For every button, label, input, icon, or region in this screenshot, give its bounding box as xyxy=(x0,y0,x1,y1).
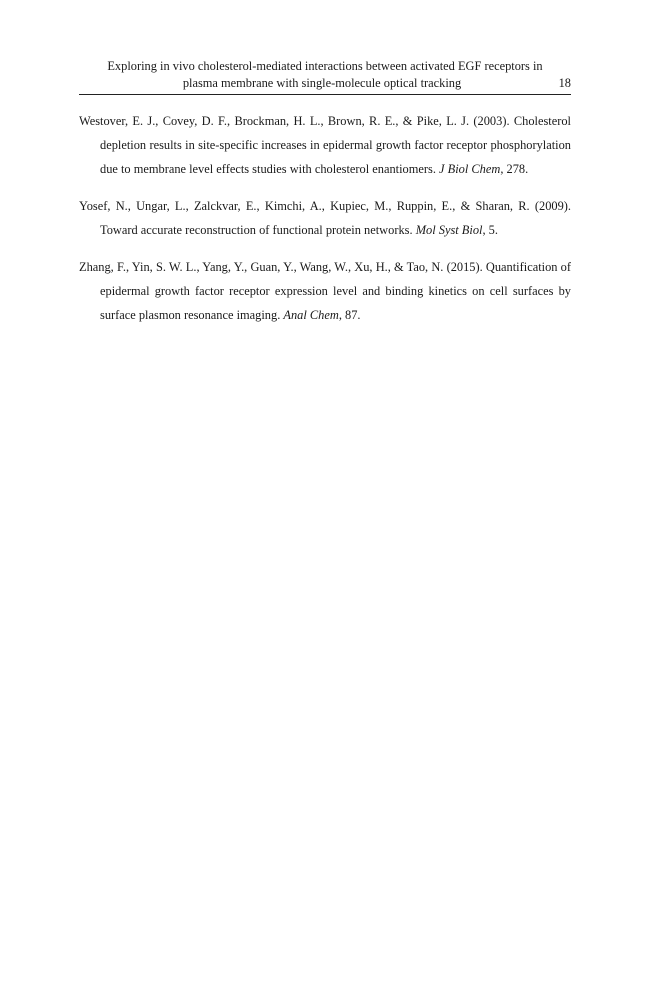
reference-entry xyxy=(79,194,571,242)
reference-entry xyxy=(79,109,571,181)
reference-journal: Mol Syst Biol xyxy=(415,223,483,237)
reference-entry xyxy=(79,255,571,327)
reference-volume: , 278. xyxy=(500,162,529,176)
reference-text: Yosef, N., Ungar, L., Zalckvar, E., Kimchi, A., Kupiec, M., Ruppin, E., & Sharan, R. (2009). Toward accurate reconstruction of functional protein networks. xyxy=(79,199,571,237)
reference-journal: J Biol Chem xyxy=(439,162,501,176)
running-title-line-2: plasma membrane with single-molecule optical tracking xyxy=(182,76,462,90)
running-header xyxy=(79,58,571,95)
reference-journal: Anal Chem xyxy=(283,308,339,322)
reference-volume: , 5. xyxy=(482,223,498,237)
running-title-line-1: Exploring in vivo cholesterol-mediated interactions between activated EGF receptors in xyxy=(107,59,543,73)
reference-text: Westover, E. J., Covey, D. F., Brockman, H. L., Brown, R. E., & Pike, L. J. (2003). Cholesterol depletion results in site-specific increases in epidermal growth factor receptor phosphorylation due to membrane level effects studies with cholesterol enantiomers. xyxy=(79,114,571,176)
reference-volume: , 87. xyxy=(338,308,361,322)
page-number: 18 xyxy=(558,76,571,90)
reference-list xyxy=(79,109,571,327)
reference-text: Zhang, F., Yin, S. W. L., Yang, Y., Guan, Y., Wang, W., Xu, H., & Tao, N. (2015). Quantification of epidermal growth factor receptor expression level and binding kinetics on cell surfaces by surface plasmon resonance imaging. xyxy=(79,260,571,322)
page xyxy=(79,0,571,340)
